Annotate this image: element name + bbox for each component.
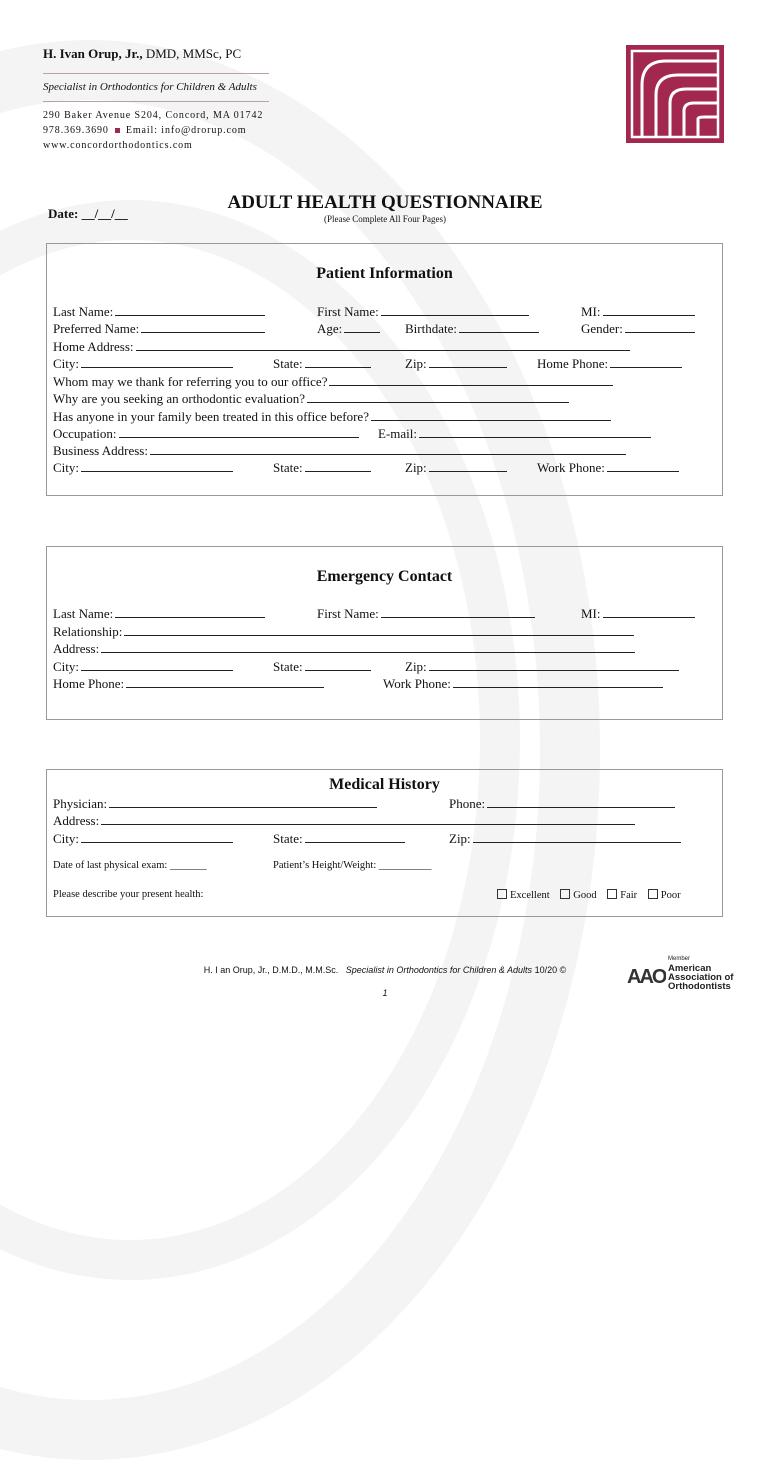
first-name-field[interactable]: First Name:: [317, 304, 529, 320]
form-subtitle: (Please Complete All Four Pages): [324, 214, 446, 224]
checkbox-icon[interactable]: [607, 889, 617, 899]
emergency-home-phone-field[interactable]: Home Phone:: [53, 676, 324, 692]
business-address-field[interactable]: Business Address:: [53, 443, 626, 459]
health-option-poor[interactable]: Poor: [640, 890, 681, 901]
medical-history-section: [46, 769, 723, 917]
business-zip-field[interactable]: Zip:: [405, 460, 507, 476]
state-field[interactable]: State:: [273, 356, 371, 372]
city-field[interactable]: City:: [53, 356, 233, 372]
emergency-mi-field[interactable]: MI:: [581, 606, 695, 622]
checkbox-icon[interactable]: [560, 889, 570, 899]
emergency-address-field[interactable]: Address:: [53, 641, 635, 657]
home-address-field[interactable]: Home Address:: [53, 339, 630, 355]
physician-field[interactable]: Physician:: [53, 796, 377, 812]
zip-field[interactable]: Zip:: [405, 356, 507, 372]
present-health-label: Please describe your present health:: [53, 889, 204, 900]
practice-name: H. Ivan Orup, Jr., DMD, MMSc, PC: [43, 46, 242, 61]
practice-tagline: Specialist in Orthodontics for Children & Adults: [43, 81, 257, 93]
emergency-city-field[interactable]: City:: [53, 659, 233, 675]
occupation-field[interactable]: Occupation:: [53, 426, 359, 442]
practice-website: www.concordorthodontics.com: [43, 140, 193, 151]
business-state-field[interactable]: State:: [273, 460, 371, 476]
evaluation-reason-field[interactable]: Why are you seeking an orthodontic evaluation?: [53, 391, 569, 407]
last-name-field[interactable]: Last Name:: [53, 304, 265, 320]
physician-state-field[interactable]: State:: [273, 831, 405, 847]
family-treated-field[interactable]: Has anyone in your family been treated in this office before?: [53, 409, 611, 425]
height-weight-field[interactable]: Patient’s Height/Weight: __________: [273, 860, 432, 871]
svg-text:AAO: AAO: [627, 966, 666, 988]
health-option-fair[interactable]: Fair: [599, 890, 637, 901]
page-number: 1: [382, 988, 388, 998]
square-bullet-icon: [115, 128, 120, 133]
emergency-work-phone-field[interactable]: Work Phone:: [383, 676, 663, 692]
page-footer: H. I an Orup, Jr., D.M.D., M.M.Sc. Specialist in Orthodontics for Children & Adults 10/20 ©: [203, 965, 567, 975]
practice-contact: 978.369.3690 Email: info@drorup.com: [43, 125, 247, 136]
aao-logo-icon: [626, 956, 666, 997]
referral-field[interactable]: Whom may we thank for referring you to our office?: [53, 374, 613, 390]
last-physical-exam-field[interactable]: Date of last physical exam: _______: [53, 860, 207, 871]
physician-address-field[interactable]: Address:: [53, 813, 635, 829]
work-phone-field[interactable]: Work Phone:: [537, 460, 679, 476]
patient-information-section: [46, 243, 723, 496]
aao-member-text: Member American Association of Orthodontists: [668, 956, 734, 992]
physician-zip-field[interactable]: Zip:: [449, 831, 681, 847]
emergency-last-name-field[interactable]: Last Name:: [53, 606, 265, 622]
header-divider: [43, 73, 269, 74]
practice-logo-icon: [626, 45, 724, 143]
section-title: Patient Information: [316, 265, 453, 282]
gender-field[interactable]: Gender:: [581, 321, 695, 337]
emergency-first-name-field[interactable]: First Name:: [317, 606, 535, 622]
emergency-zip-field[interactable]: Zip:: [405, 659, 679, 675]
birthdate-field[interactable]: Birthdate:: [405, 321, 539, 337]
section-title: Medical History: [329, 776, 440, 793]
physician-city-field[interactable]: City:: [53, 831, 233, 847]
date-field-label[interactable]: Date: __/__/__: [48, 206, 128, 221]
section-title: Emergency Contact: [316, 568, 453, 585]
preferred-name-field[interactable]: Preferred Name:: [53, 321, 265, 337]
physician-phone-field[interactable]: Phone:: [449, 796, 675, 812]
age-field[interactable]: Age:: [317, 321, 380, 337]
business-city-field[interactable]: City:: [53, 460, 233, 476]
mi-field[interactable]: MI:: [581, 304, 695, 320]
header-divider: [43, 101, 269, 102]
health-option-good[interactable]: Good: [552, 890, 596, 901]
emergency-contact-section: [46, 546, 723, 720]
health-option-excellent[interactable]: Excellent: [489, 890, 550, 901]
checkbox-icon[interactable]: [648, 889, 658, 899]
form-title: ADULT HEALTH QUESTIONNAIRE: [227, 192, 543, 213]
health-options: [489, 889, 681, 901]
emergency-state-field[interactable]: State:: [273, 659, 371, 675]
checkbox-icon[interactable]: [497, 889, 507, 899]
home-phone-field[interactable]: Home Phone:: [537, 356, 682, 372]
relationship-field[interactable]: Relationship:: [53, 624, 634, 640]
practice-address: 290 Baker Avenue S204, Concord, MA 01742: [43, 110, 264, 121]
email-field[interactable]: E-mail:: [378, 426, 651, 442]
